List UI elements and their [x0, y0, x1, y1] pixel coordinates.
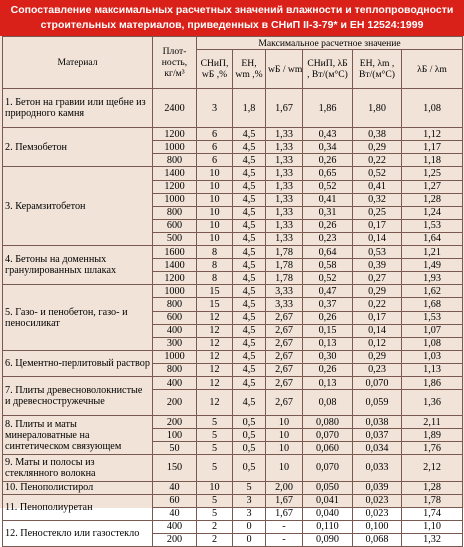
lambda-snip-cell: 0,13: [303, 337, 353, 350]
w-snip-cell: 12: [197, 376, 233, 389]
lambda-ratio-cell: 1,03: [402, 350, 463, 363]
w-en-cell: 4,5: [233, 206, 266, 219]
w-snip-cell: 5: [197, 442, 233, 455]
lambda-ratio-cell: 2,12: [402, 455, 463, 481]
w-ratio-cell: -: [266, 533, 303, 546]
lambda-ratio-cell: 1,28: [402, 481, 463, 494]
w-en-cell: 4,5: [233, 167, 266, 180]
lambda-snip-cell: 0,15: [303, 324, 353, 337]
lambda-en-cell: 0,22: [353, 154, 402, 167]
material-name: 12. Пеностекло или газостекло: [3, 520, 153, 546]
w-snip-cell: 10: [197, 193, 233, 206]
lambda-ratio-cell: 1,89: [402, 429, 463, 442]
lambda-en-cell: 0,23: [353, 363, 402, 376]
w-ratio-cell: 2,67: [266, 390, 303, 416]
w-en-cell: 4,5: [233, 376, 266, 389]
w-en-cell: 0: [233, 520, 266, 533]
w-ratio-cell: 10: [266, 455, 303, 481]
lambda-snip-cell: 0,31: [303, 206, 353, 219]
w-snip-cell: 5: [197, 429, 233, 442]
lambda-en-cell: 0,070: [353, 376, 402, 389]
lambda-ratio-cell: 1,68: [402, 298, 463, 311]
w-en-cell: 4,5: [233, 272, 266, 285]
w-ratio-cell: 2,67: [266, 324, 303, 337]
w-en-cell: 4,5: [233, 141, 266, 154]
w-en-cell: 4,5: [233, 390, 266, 416]
density-cell: 1200: [153, 180, 197, 193]
w-snip-cell: 10: [197, 232, 233, 245]
lambda-snip-cell: 0,080: [303, 416, 353, 429]
density-cell: 200: [153, 416, 197, 429]
w-snip-cell: 12: [197, 337, 233, 350]
w-snip-cell: 5: [197, 416, 233, 429]
table-row: [3, 246, 463, 259]
w-en-cell: 0,5: [233, 455, 266, 481]
lambda-snip-cell: 0,34: [303, 141, 353, 154]
w-en-cell: 4,5: [233, 219, 266, 232]
w-en-cell: 4,5: [233, 324, 266, 337]
w-ratio-cell: 1,33: [266, 154, 303, 167]
lambda-ratio-cell: 1,12: [402, 128, 463, 141]
table-body: [3, 89, 463, 547]
w-en-cell: 4,5: [233, 128, 266, 141]
density-cell: 300: [153, 337, 197, 350]
density-cell: 40: [153, 481, 197, 494]
density-cell: 400: [153, 324, 197, 337]
w-snip-cell: 2: [197, 520, 233, 533]
lambda-en-cell: 1,80: [353, 89, 402, 128]
w-snip-cell: 2: [197, 533, 233, 546]
lambda-snip-cell: 0,47: [303, 285, 353, 298]
lambda-ratio-cell: 1,32: [402, 533, 463, 546]
w-ratio-cell: 1,78: [266, 246, 303, 259]
w-snip-cell: 6: [197, 141, 233, 154]
material-name: 5. Газо- и пенобетон, газо- и пеносиликат: [3, 285, 153, 350]
w-en-cell: 3: [233, 494, 266, 507]
lambda-ratio-cell: 1,76: [402, 442, 463, 455]
material-name: 11. Пенополиуретан: [3, 494, 153, 520]
w-en-cell: 4,5: [233, 232, 266, 245]
lambda-en-cell: 0,039: [353, 481, 402, 494]
w-ratio-cell: 2,67: [266, 363, 303, 376]
w-en-cell: 4,5: [233, 311, 266, 324]
w-snip-cell: 8: [197, 246, 233, 259]
lambda-ratio-cell: 1,74: [402, 507, 463, 520]
lambda-ratio-cell: 1,53: [402, 219, 463, 232]
lambda-en-cell: 0,12: [353, 337, 402, 350]
material-name: 2. Пемзобетон: [3, 128, 153, 167]
w-en-cell: 4,5: [233, 363, 266, 376]
w-en-cell: 4,5: [233, 350, 266, 363]
w-snip-cell: 5: [197, 507, 233, 520]
lambda-en-cell: 0,17: [353, 219, 402, 232]
w-en-cell: 4,5: [233, 298, 266, 311]
lambda-en-cell: 0,38: [353, 128, 402, 141]
density-cell: 400: [153, 376, 197, 389]
lambda-en-cell: 0,52: [353, 167, 402, 180]
header-lambda-en: ЕН, λm , Вт/(м°С): [353, 50, 402, 89]
density-cell: 1000: [153, 350, 197, 363]
density-cell: 800: [153, 298, 197, 311]
table-row: [3, 455, 463, 481]
table-title: [0, 0, 464, 36]
material-name: 6. Цементно-перлитовый раствор: [3, 350, 153, 376]
w-ratio-cell: 1,78: [266, 259, 303, 272]
w-snip-cell: 5: [197, 455, 233, 481]
lambda-snip-cell: 0,110: [303, 520, 353, 533]
lambda-en-cell: 0,22: [353, 298, 402, 311]
lambda-snip-cell: 0,050: [303, 481, 353, 494]
table-row: [3, 89, 463, 128]
header-w-ratio: wБ / wm: [266, 50, 303, 89]
lambda-snip-cell: 0,070: [303, 455, 353, 481]
w-ratio-cell: 1,33: [266, 128, 303, 141]
w-en-cell: 4,5: [233, 193, 266, 206]
lambda-ratio-cell: 1,25: [402, 167, 463, 180]
density-cell: 1600: [153, 246, 197, 259]
density-cell: 1200: [153, 128, 197, 141]
lambda-en-cell: 0,32: [353, 193, 402, 206]
w-en-cell: 4,5: [233, 259, 266, 272]
lambda-snip-cell: 0,26: [303, 219, 353, 232]
w-snip-cell: 10: [197, 481, 233, 494]
table-row: [3, 285, 463, 298]
w-snip-cell: 10: [197, 206, 233, 219]
density-cell: 100: [153, 429, 197, 442]
lambda-ratio-cell: 1,36: [402, 390, 463, 416]
lambda-ratio-cell: 1,62: [402, 285, 463, 298]
lambda-snip-cell: 0,08: [303, 390, 353, 416]
lambda-en-cell: 0,037: [353, 429, 402, 442]
w-snip-cell: 3: [197, 89, 233, 128]
header-w-en: ЕН, wm ,%: [233, 50, 266, 89]
w-snip-cell: 6: [197, 154, 233, 167]
w-snip-cell: 10: [197, 219, 233, 232]
lambda-ratio-cell: 1,27: [402, 180, 463, 193]
w-ratio-cell: 2,67: [266, 350, 303, 363]
w-en-cell: 4,5: [233, 180, 266, 193]
w-en-cell: 0,5: [233, 442, 266, 455]
lambda-en-cell: 0,059: [353, 390, 402, 416]
lambda-snip-cell: 1,86: [303, 89, 353, 128]
lambda-ratio-cell: 1,08: [402, 89, 463, 128]
lambda-snip-cell: 0,65: [303, 167, 353, 180]
lambda-ratio-cell: 1,21: [402, 246, 463, 259]
lambda-snip-cell: 0,26: [303, 311, 353, 324]
w-ratio-cell: 2,67: [266, 337, 303, 350]
header-max-value: Максимальное расчетное значение: [197, 37, 463, 50]
w-en-cell: 0: [233, 533, 266, 546]
lambda-ratio-cell: 1,86: [402, 376, 463, 389]
w-snip-cell: 15: [197, 285, 233, 298]
lambda-en-cell: 0,39: [353, 259, 402, 272]
w-ratio-cell: 3,33: [266, 285, 303, 298]
lambda-snip-cell: 0,13: [303, 376, 353, 389]
lambda-ratio-cell: 1,08: [402, 337, 463, 350]
table-row: [3, 167, 463, 180]
lambda-en-cell: 0,100: [353, 520, 402, 533]
w-snip-cell: 10: [197, 167, 233, 180]
table-row: [3, 481, 463, 494]
w-ratio-cell: 1,67: [266, 507, 303, 520]
density-cell: 1400: [153, 167, 197, 180]
w-snip-cell: 12: [197, 363, 233, 376]
table-row: [3, 376, 463, 389]
w-ratio-cell: 1,67: [266, 89, 303, 128]
lambda-snip-cell: 0,64: [303, 246, 353, 259]
lambda-ratio-cell: 1,07: [402, 324, 463, 337]
density-cell: 600: [153, 311, 197, 324]
lambda-en-cell: 0,023: [353, 507, 402, 520]
w-snip-cell: 12: [197, 350, 233, 363]
w-ratio-cell: 2,00: [266, 481, 303, 494]
lambda-en-cell: 0,27: [353, 272, 402, 285]
lambda-snip-cell: 0,52: [303, 180, 353, 193]
lambda-en-cell: 0,53: [353, 246, 402, 259]
w-snip-cell: 10: [197, 180, 233, 193]
w-ratio-cell: 1,67: [266, 494, 303, 507]
w-en-cell: 4,5: [233, 154, 266, 167]
lambda-ratio-cell: 1,64: [402, 232, 463, 245]
lambda-ratio-cell: 1,18: [402, 154, 463, 167]
w-snip-cell: 8: [197, 259, 233, 272]
density-cell: 1000: [153, 193, 197, 206]
w-en-cell: 5: [233, 481, 266, 494]
lambda-snip-cell: 0,090: [303, 533, 353, 546]
density-cell: 40: [153, 507, 197, 520]
w-snip-cell: 12: [197, 324, 233, 337]
w-ratio-cell: 10: [266, 429, 303, 442]
material-name: 7. Плиты древесноволокнистые и древесностружечные: [3, 376, 153, 415]
density-cell: 400: [153, 520, 197, 533]
w-ratio-cell: 1,33: [266, 219, 303, 232]
w-snip-cell: 15: [197, 298, 233, 311]
lambda-ratio-cell: 1,28: [402, 193, 463, 206]
lambda-snip-cell: 0,23: [303, 232, 353, 245]
density-cell: 600: [153, 219, 197, 232]
w-en-cell: 4,5: [233, 285, 266, 298]
lambda-en-cell: 0,29: [353, 350, 402, 363]
lambda-en-cell: 0,29: [353, 285, 402, 298]
w-ratio-cell: 1,33: [266, 180, 303, 193]
table-row: [3, 416, 463, 429]
lambda-snip-cell: 0,26: [303, 154, 353, 167]
density-cell: 500: [153, 232, 197, 245]
material-name: 4. Бетоны на доменных гранулированных шлаках: [3, 246, 153, 285]
lambda-en-cell: 0,14: [353, 232, 402, 245]
lambda-ratio-cell: 1,78: [402, 494, 463, 507]
w-ratio-cell: 2,67: [266, 376, 303, 389]
w-snip-cell: 12: [197, 311, 233, 324]
density-cell: 50: [153, 442, 197, 455]
header-material: Материал: [3, 37, 153, 89]
lambda-ratio-cell: 1,24: [402, 206, 463, 219]
lambda-en-cell: 0,25: [353, 206, 402, 219]
material-name: 1. Бетон на гравии или щебне из природного камня: [3, 89, 153, 128]
w-ratio-cell: 1,33: [266, 141, 303, 154]
lambda-ratio-cell: 1,53: [402, 311, 463, 324]
material-name: 10. Пенополистирол: [3, 481, 153, 494]
lambda-en-cell: 0,41: [353, 180, 402, 193]
density-cell: 60: [153, 494, 197, 507]
lambda-en-cell: 0,29: [353, 141, 402, 154]
density-cell: 2400: [153, 89, 197, 128]
w-snip-cell: 12: [197, 390, 233, 416]
header-lambda-ratio: λБ / λm: [402, 50, 463, 89]
density-cell: 1400: [153, 259, 197, 272]
w-ratio-cell: -: [266, 520, 303, 533]
lambda-en-cell: 0,038: [353, 416, 402, 429]
density-cell: 800: [153, 363, 197, 376]
w-en-cell: 3: [233, 507, 266, 520]
lambda-snip-cell: 0,43: [303, 128, 353, 141]
lambda-en-cell: 0,023: [353, 494, 402, 507]
density-cell: 1200: [153, 272, 197, 285]
w-en-cell: 0,5: [233, 429, 266, 442]
table-row: [3, 520, 463, 533]
lambda-snip-cell: 0,040: [303, 507, 353, 520]
lambda-snip-cell: 0,041: [303, 494, 353, 507]
w-ratio-cell: 1,33: [266, 193, 303, 206]
material-name: 9. Маты и полосы из стеклянного волокна: [3, 455, 153, 481]
lambda-snip-cell: 0,30: [303, 350, 353, 363]
density-cell: 1000: [153, 285, 197, 298]
w-snip-cell: 5: [197, 494, 233, 507]
lambda-en-cell: 0,17: [353, 311, 402, 324]
density-cell: 800: [153, 154, 197, 167]
w-en-cell: 1,8: [233, 89, 266, 128]
w-snip-cell: 8: [197, 272, 233, 285]
density-cell: 800: [153, 206, 197, 219]
comparison-table: [2, 36, 463, 547]
lambda-snip-cell: 0,26: [303, 363, 353, 376]
w-ratio-cell: 10: [266, 442, 303, 455]
w-ratio-cell: 1,78: [266, 272, 303, 285]
title-line-2: строительных материалов, приведенных в СНиП II-3-79* и ЕН 12524:1999: [40, 19, 424, 31]
header-lambda-snip: СНиП, λБ , Вт/(м°С): [303, 50, 353, 89]
lambda-en-cell: 0,068: [353, 533, 402, 546]
w-ratio-cell: 1,33: [266, 167, 303, 180]
lambda-snip-cell: 0,41: [303, 193, 353, 206]
lambda-snip-cell: 0,58: [303, 259, 353, 272]
lambda-ratio-cell: 2,11: [402, 416, 463, 429]
lambda-snip-cell: 0,070: [303, 429, 353, 442]
w-ratio-cell: 1,33: [266, 232, 303, 245]
w-ratio-cell: 3,33: [266, 298, 303, 311]
density-cell: 150: [153, 455, 197, 481]
w-snip-cell: 6: [197, 128, 233, 141]
lambda-ratio-cell: 1,13: [402, 363, 463, 376]
table-row: [3, 494, 463, 507]
lambda-en-cell: 0,034: [353, 442, 402, 455]
lambda-ratio-cell: 1,17: [402, 141, 463, 154]
w-ratio-cell: 10: [266, 416, 303, 429]
density-cell: 200: [153, 533, 197, 546]
lambda-snip-cell: 0,060: [303, 442, 353, 455]
density-cell: 200: [153, 390, 197, 416]
material-name: 3. Керамзитобетон: [3, 167, 153, 246]
title-line-1: Сопоставление максимальных расчетных значений влажности и теплопроводности: [10, 4, 454, 16]
table-row: [3, 350, 463, 363]
w-ratio-cell: 2,67: [266, 311, 303, 324]
material-name: 8. Плиты и маты минераловатные на синтетическом связующем: [3, 416, 153, 455]
header-w-snip: СНиП, wБ ,%: [197, 50, 233, 89]
lambda-en-cell: 0,14: [353, 324, 402, 337]
lambda-ratio-cell: 1,10: [402, 520, 463, 533]
lambda-snip-cell: 0,37: [303, 298, 353, 311]
w-en-cell: 4,5: [233, 337, 266, 350]
lambda-en-cell: 0,033: [353, 455, 402, 481]
w-en-cell: 0,5: [233, 416, 266, 429]
lambda-ratio-cell: 1,49: [402, 259, 463, 272]
table-row: [3, 128, 463, 141]
w-ratio-cell: 1,33: [266, 206, 303, 219]
header-density: Плот-ность, кг/м³: [153, 37, 197, 89]
lambda-ratio-cell: 1,93: [402, 272, 463, 285]
lambda-snip-cell: 0,52: [303, 272, 353, 285]
density-cell: 1000: [153, 141, 197, 154]
w-en-cell: 4,5: [233, 246, 266, 259]
